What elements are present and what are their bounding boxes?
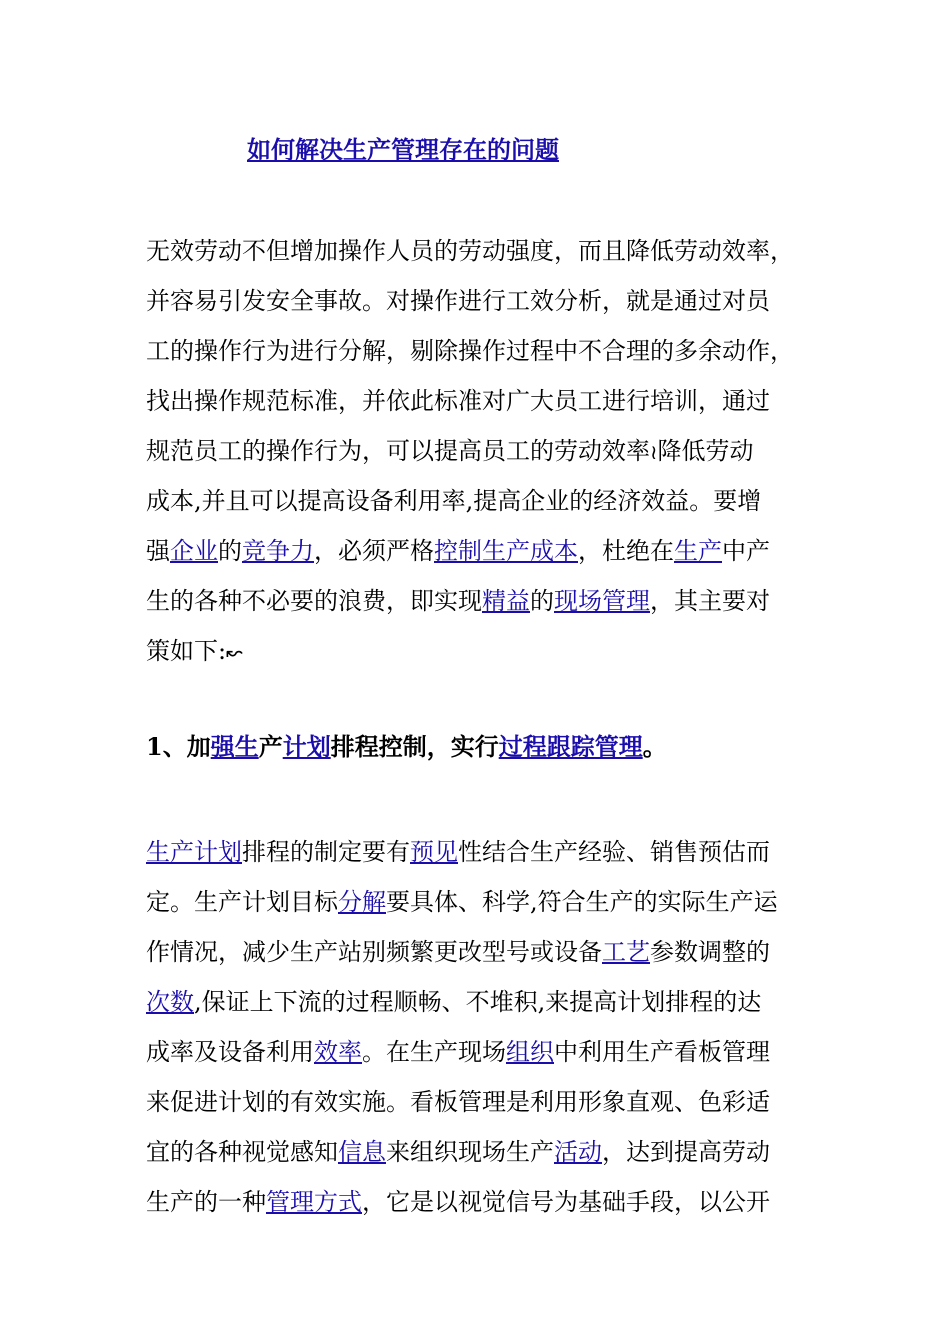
link-foresight[interactable]: 预见 <box>410 838 458 866</box>
text-segment: 参数调整的 <box>650 938 770 966</box>
intro-paragraph <box>146 226 818 676</box>
text-segment: 规范员工的操作行为，可以提高员工的劳动效率 <box>146 437 650 465</box>
text-line: 并容易引发安全事故。对操作进行工效分析，就是通过对员 <box>146 287 770 315</box>
link-strengthen[interactable]: 强生 <box>210 732 259 761</box>
text-segment: 。在生产现场 <box>362 1038 506 1066</box>
link-production-cost-control[interactable]: 控制生产成本 <box>434 537 578 565</box>
text-line <box>146 1027 818 1077</box>
text-segment: 宜的各种视觉感知 <box>146 1138 338 1166</box>
squiggle-mark: ↜ <box>226 640 243 664</box>
link-lean[interactable]: 精益 <box>482 587 530 615</box>
text-segment: 要具体、科学,符合生产的实际生产运 <box>386 888 778 916</box>
text-segment: ,保证上下流的过程顺畅、不堆积,来提高计划排程的达 <box>194 988 762 1016</box>
text-line <box>146 426 818 476</box>
text-segment: ，达到提高劳动 <box>602 1138 770 1166</box>
text-segment: 中利用生产看板管理 <box>554 1038 770 1066</box>
text-segment: 。 <box>642 732 667 761</box>
text-segment: 1、加 <box>146 732 211 761</box>
text-line <box>146 977 818 1027</box>
text-segment: 排程的制定要有 <box>242 838 410 866</box>
link-production[interactable]: 生产 <box>674 537 722 565</box>
link-plan[interactable]: 计划 <box>282 732 331 761</box>
text-line <box>146 927 818 977</box>
link-management-method[interactable]: 管理方式 <box>266 1188 362 1216</box>
link-organization[interactable]: 组织 <box>506 1038 554 1066</box>
text-line <box>146 1127 818 1177</box>
link-information[interactable]: 信息 <box>338 1138 386 1166</box>
wave-mark: ≀ <box>650 440 658 464</box>
link-decomposition[interactable]: 分解 <box>338 888 386 916</box>
text-segment: 策如下: <box>146 637 227 665</box>
link-process-tracking[interactable]: 过程跟踪管理 <box>498 732 643 761</box>
text-segment: 成率及设备利用 <box>146 1038 314 1066</box>
text-line <box>146 626 818 676</box>
text-segment: 定。生产计划目标 <box>146 888 338 916</box>
text-segment: 生的各种不必要的浪费，即实现 <box>146 587 482 615</box>
link-frequency[interactable]: 次数 <box>146 988 194 1016</box>
link-enterprise[interactable]: 企业 <box>170 537 218 565</box>
text-segment: 作情况，减少生产站别频繁更改型号或设备 <box>146 938 602 966</box>
link-production-plan[interactable]: 生产计划 <box>146 838 242 866</box>
text-segment: 的 <box>218 537 242 565</box>
text-segment: ，必须严格 <box>314 537 434 565</box>
section-heading <box>146 727 667 767</box>
text-line <box>146 576 818 626</box>
link-efficiency[interactable]: 效率 <box>314 1038 362 1066</box>
text-segment: 产 <box>258 732 283 761</box>
link-activity[interactable]: 活动 <box>554 1138 602 1166</box>
text-line: 成本,并且可以提高设备利用率,提高企业的经济效益。要增 <box>146 487 762 515</box>
text-segment: 生产的一种 <box>146 1188 266 1216</box>
text-segment: 降低劳动 <box>657 437 754 465</box>
title-link[interactable]: 如何解决生产管理存在的问题 <box>247 135 559 164</box>
document-title[interactable] <box>247 133 559 167</box>
link-competitiveness[interactable]: 竞争力 <box>242 537 314 565</box>
text-line: 来促进计划的有效实施。看板管理是利用形象直观、色彩适 <box>146 1088 770 1116</box>
text-segment: 的 <box>530 587 554 615</box>
text-segment: ，杜绝在 <box>578 537 674 565</box>
link-onsite-management[interactable]: 现场管理 <box>554 587 650 615</box>
text-segment: 排程控制，实行 <box>330 732 499 761</box>
text-line <box>146 1177 818 1227</box>
text-line: 找出操作规范标准，并依此标准对广大员工进行培训，通过 <box>146 387 770 415</box>
text-segment: ，它是以视觉信号为基础手段，以公开 <box>362 1188 770 1216</box>
body-paragraph <box>146 827 818 1227</box>
text-segment: 强 <box>146 537 170 565</box>
text-line: 工的操作行为进行分解，剔除操作过程中不合理的多余动作， <box>146 337 794 365</box>
text-segment: 中产 <box>722 537 770 565</box>
text-segment: 来组织现场生产 <box>386 1138 554 1166</box>
link-craft[interactable]: 工艺 <box>602 938 650 966</box>
text-line <box>146 877 818 927</box>
text-line <box>146 827 818 877</box>
text-segment: ，其主要对 <box>650 587 770 615</box>
text-line <box>146 526 818 576</box>
text-segment: 性结合生产经验、销售预估而 <box>458 838 770 866</box>
text-line: 无效劳动不但增加操作人员的劳动强度，而且降低劳动效率， <box>146 237 794 265</box>
